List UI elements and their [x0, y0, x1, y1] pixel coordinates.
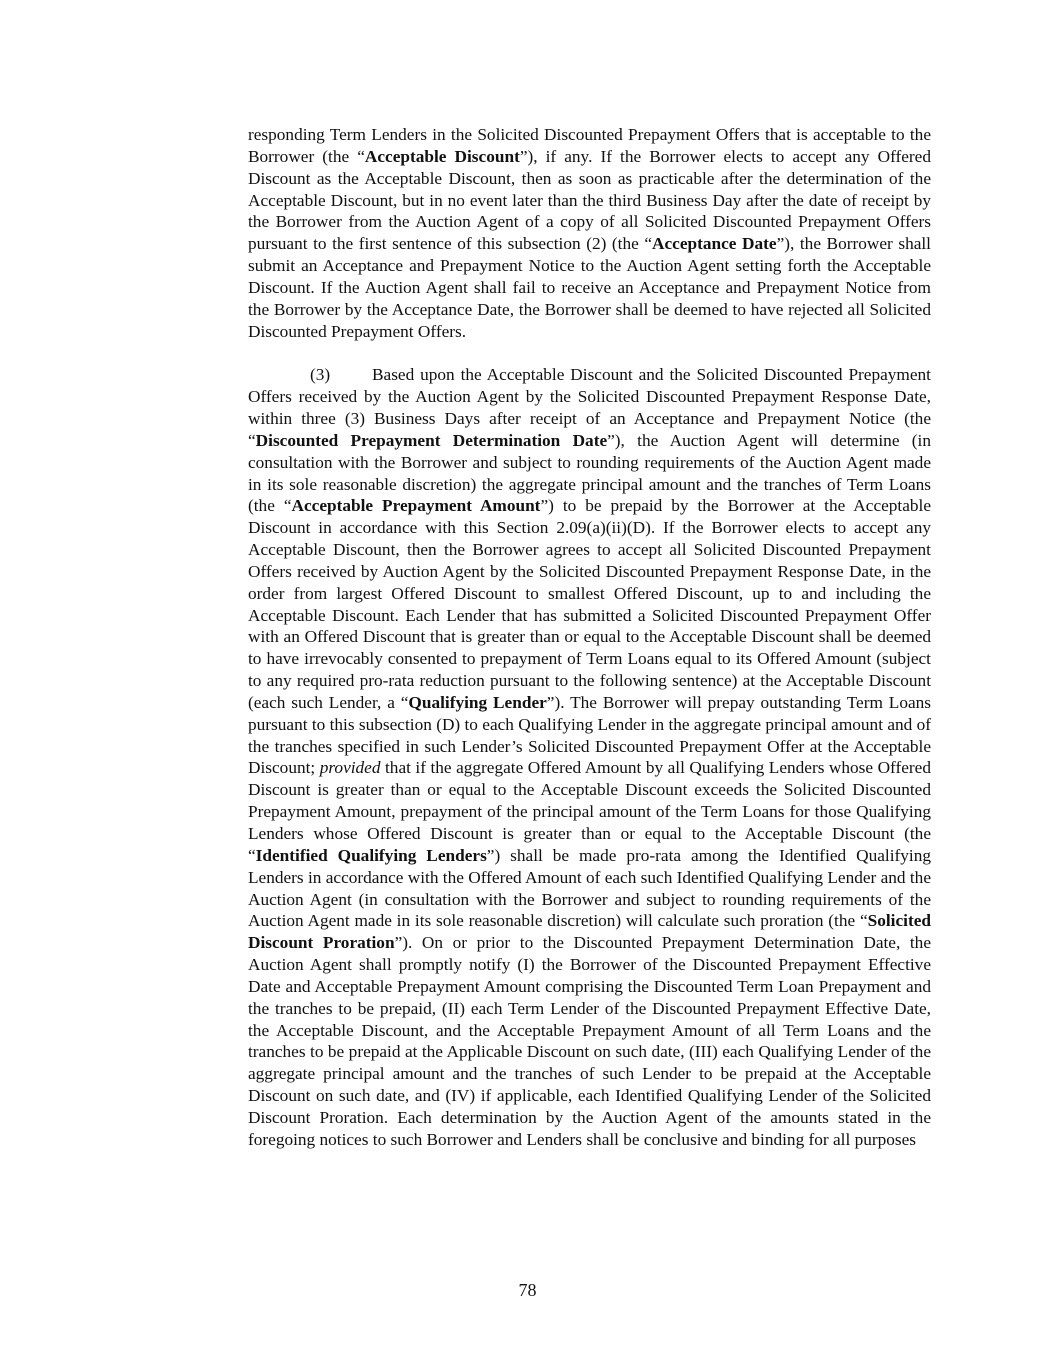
text-run: ”), the Auction Agent will determine (in consultation with the Borrower and subject to rounding requirements of the Auction Agent made in its sole reasonable discretion) the aggregate principal amount and the tranches of Term Loans (the “ [248, 430, 931, 516]
defined-term-determination-date: Discounted Prepayment Determination Date [255, 430, 608, 450]
text-run: responding Term Lenders in the Solicited Discounted Prepayment Offers that is acceptable to the Borrower (the “ [248, 125, 931, 166]
text-run: ”). The Borrower will prepay outstanding Term Loans pursuant to this subsection (D) to each Qualifying Lender in the aggregate principal amount and of the tranches specified in such Lender’s Solicited Discounted Prepayment Offer at the Acceptable Discount; [248, 692, 932, 778]
text-run: that if the aggregate Offered Amount by all Qualifying Lenders whose Offered Discount is greater than or equal to the Acceptable Discount exceeds the Solicited Discounted Prepayment Amount, prepayment of the principal amount of the Term Loans for those Qualifying Lenders whose Offered Discount is greater than or equal to the Acceptable Discount (the “ [248, 758, 931, 865]
text-run: ”) shall be made pro-rata among the Identified Qualifying Lenders in accordance with the Offered Amount of each such Identified Qualifying Lender and the Auction Agent (in consultation with the Borrower and subject to rounding requirements of the Auction Agent made in its sole reasonable discretion) will calculate such proration (the “ [248, 845, 931, 931]
paragraph-acceptable-discount [248, 124, 931, 342]
text-run: ”), the Borrower shall submit an Acceptance and Prepayment Notice to the Auction Agent setting forth the Acceptable Discount. If the Auction Agent shall fail to receive an Acceptance and Prepayment Notice from the Borrower by the Acceptance Date, the Borrower shall be deemed to have rejected all Solicited Discounted Prepayment Offers. [248, 234, 931, 341]
text-run: ”) to be prepaid by the Borrower at the Acceptable Discount in accordance with this Section 2.09(a)(ii)(D). If the Borrower elects to accept any Acceptable Discount, then the Borrower agrees to accept all Solicited Discounted Prepayment Offers received by Auction Agent by the Solicited Discounted Prepayment Response Date, in the order from largest Offered Discount to smallest Offered Discount, up to and including the Acceptable Discount. Each Lender that has submitted a Solicited Discounted Prepayment Offer with an Offered Discount that is greater than or equal to the Acceptable Discount shall be deemed to have irrevocably consented to prepayment of Term Loans equal to its Offered Amount (subject to any required pro-rata reduction pursuant to the following sentence) at the Acceptable Discount (each such Lender, a “ [248, 496, 932, 712]
defined-term-identified-qualifying-lenders: Identified Qualifying Lenders [255, 845, 487, 865]
text-run: Based upon the Acceptable Discount and the Solicited Discounted Prepayment Offers received by the Auction Agent by the Solicited Discounted Prepayment Response Date, within three (3) Business Days after receipt of an Acceptance and Prepayment Notice (the “ [248, 365, 931, 450]
page-number: 78 [518, 1280, 537, 1300]
defined-term-acceptable-discount: Acceptable Discount [364, 146, 520, 166]
defined-term-acceptable-prepayment-amount: Acceptable Prepayment Amount [291, 496, 541, 516]
text-run: ”), if any. If the Borrower elects to accept any Offered Discount as the Acceptable Discount, then as soon as practicable after the determination of the Acceptable Discount, but in no event later than the third Business Day after the date of receipt by the Borrower from the Auction Agent of a copy of all Solicited Discounted Prepayment Offers pursuant to the first sentence of this subsection (2) (the “ [248, 146, 931, 254]
defined-term-qualifying-lender: Qualifying Lender [408, 692, 547, 712]
text-run: ”). On or prior to the Discounted Prepayment Determination Date, the Auction Agent shall promptly notify (I) the Borrower of the Discounted Prepayment Effective Date and Acceptable Prepayment Amount comprising the Discounted Term Loan Prepayment and the tranches to be prepaid, (II) each Term Lender of the Discounted Prepayment Effective Date, the Acceptable Discount, and the Acceptable Prepayment Amount of all Term Loans and the tranches to be prepaid at the Applicable Discount on such date, (III) each Qualifying Lender of the aggregate principal amount and the tranches of such Lender to be prepaid at the Acceptable Discount on such date, and (IV) if applicable, each Identified Qualifying Lender of the Solicited Discount Proration. Each determination by the Auction Agent of the amounts stated in the foregoing notices to such Borrower and Lenders shall be conclusive and binding for all purposes [248, 933, 931, 1149]
defined-term-solicited-discount-proration: Solicited Discount Proration [248, 911, 931, 953]
paragraph-3 [248, 364, 931, 1150]
document-body [248, 124, 931, 1151]
italic-provided: provided [319, 758, 381, 778]
paragraph-number: (3) [310, 365, 331, 385]
defined-term-acceptance-date: Acceptance Date [652, 234, 777, 254]
